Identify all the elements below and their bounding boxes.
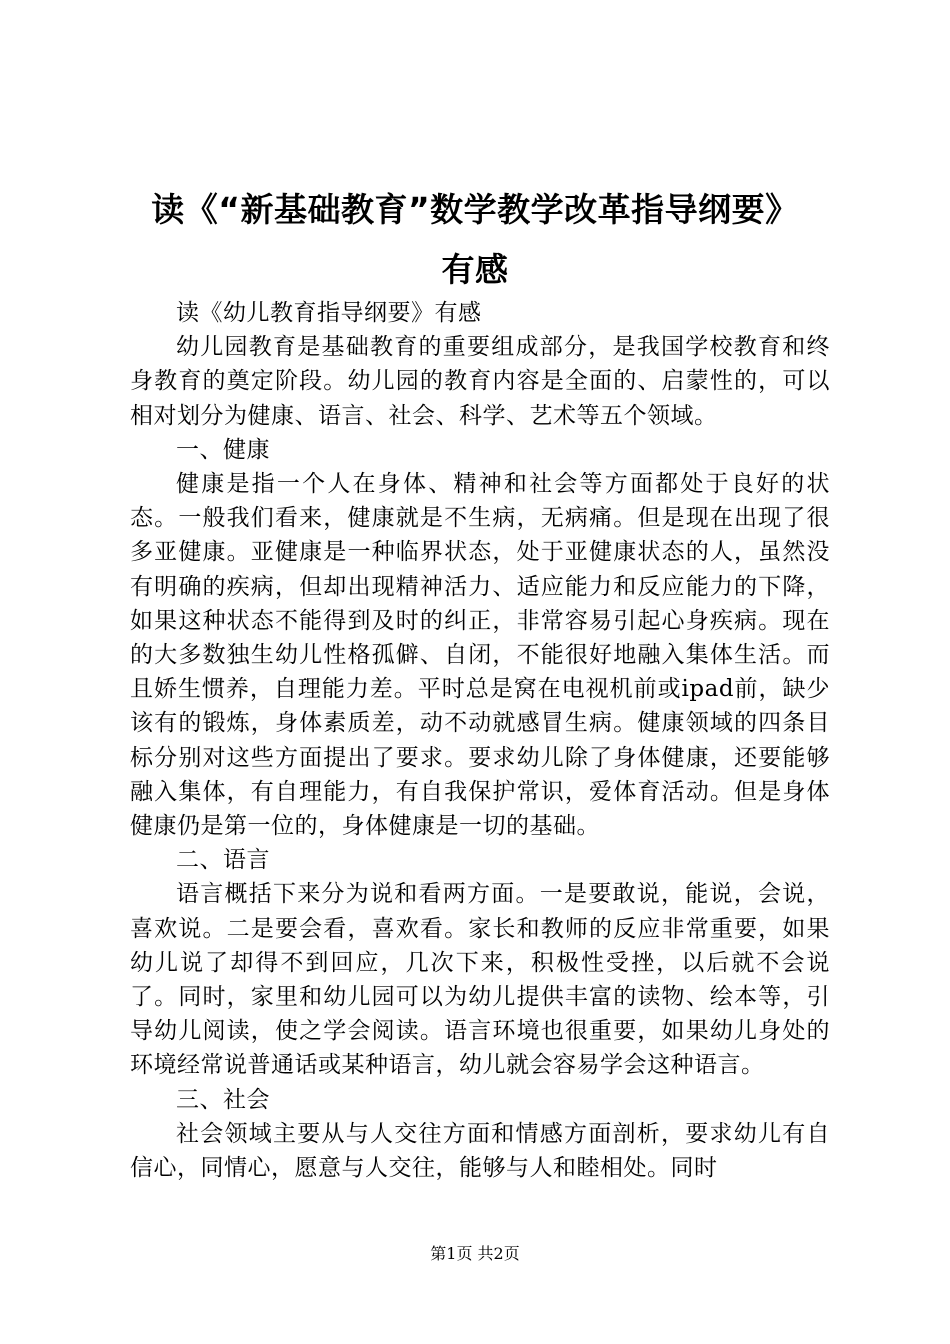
paragraph-intro: 幼儿园教育是基础教育的重要组成部分，是我国学校教育和终身教育的奠定阶段。幼儿园的教育内容是全面的、启蒙性的，可以相对划分为健康、语言、社会、科学、艺术等五个领域。 <box>130 334 830 429</box>
paragraph-society: 社会领域主要从与人交往方面和情感方面剖析，要求幼儿有自信心，同情心，愿意与人交往，能够与人和睦相处。同时 <box>130 1120 830 1182</box>
page-footer: 第1页 共2页 <box>430 1244 520 1263</box>
paragraph-subtitle: 读《幼儿教育指导纲要》有感 <box>176 300 482 326</box>
section-heading-health: 一、健康 <box>176 436 270 463</box>
document-title-line-2: 有感 <box>441 250 509 289</box>
paragraph-language: 语言概括下来分为说和看两方面。一是要敢说，能说，会说，喜欢说。二是要会看，喜欢看。家长和教师的反应非常重要，如果幼儿说了却得不到回应，几次下来，积极性受挫，以后就不会说了。同时，家里和幼儿园可以为幼儿提供丰富的读物、绘本等，引导幼儿阅读，使之学会阅读。语言环境也很重要，如果幼儿身处的环境经常说普通话或某种语言，幼儿就会容易学会这种语言。 <box>130 881 830 1079</box>
section-heading-society: 三、社会 <box>176 1086 270 1113</box>
document-body <box>130 296 830 1185</box>
section-heading-language: 二、语言 <box>176 847 270 874</box>
paragraph-health: 健康是指一个人在身体、精神和社会等方面都处于良好的状态。一般我们看来，健康就是不生病，无病痛。但是现在出现了很多亚健康。亚健康是一种临界状态，处于亚健康状态的人，虽然没有明确的疾病，但却出现精神活力、适应能力和反应能力的下降，如果这种状态不能得到及时的纠正，非常容易引起心身疾病。现在的大多数独生幼儿性格孤僻、自闭，不能很好地融入集体生活。而且娇生惯养，自理能力差。平时总是窝在电视机前或ipad前，缺少该有的锻炼，身体素质差，动不动就感冒生病。健康领域的四条目标分别对这些方面提出了要求。要求幼儿除了身体健康，还要能够融入集体，有自理能力，有自我保护常识，爱体育活动。但是身体健康仍是第一位的，身体健康是一切的基础。 <box>130 471 830 840</box>
document-title-line-1: 读《“新基础教育”数学教学改革指导纲要》 <box>151 190 799 229</box>
